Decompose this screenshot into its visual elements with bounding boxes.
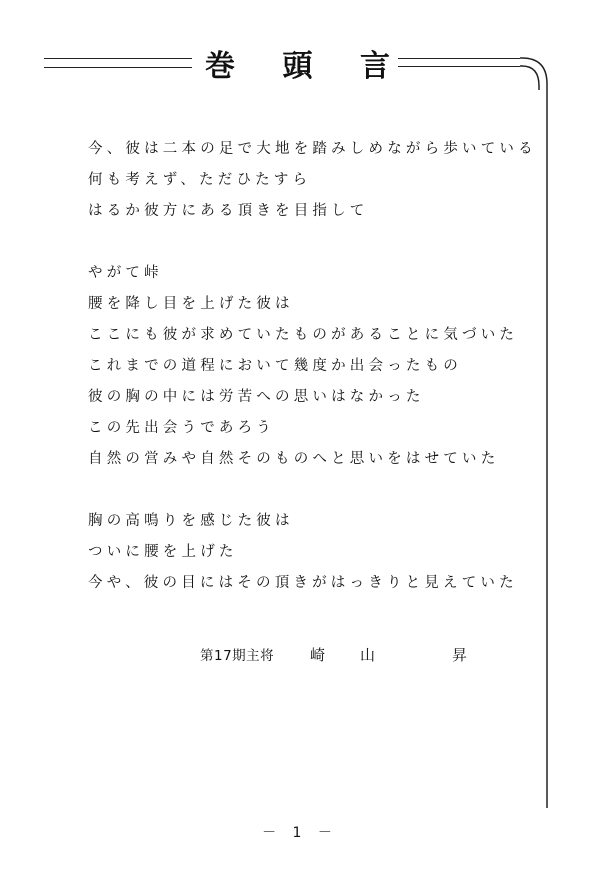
author-name-part: 崎 (310, 646, 326, 664)
poem-line: 自然の営みや自然そのものへと思いをはせていた (88, 451, 500, 467)
poem-line: 何も考えず、ただひたすら (88, 172, 312, 188)
poem-line: 彼の胸の中には労苦への思いはなかった (88, 389, 425, 405)
stanza-break (88, 227, 528, 258)
poem-line: 今、彼は二本の足で大地を踏みしめながら歩いている (88, 141, 537, 157)
poem-line: はるか彼方にある頂きを目指して (88, 203, 369, 219)
title-char-2: 頭 (282, 49, 313, 84)
author-name-part: 昇 (452, 646, 468, 664)
poem-line: 今や、彼の目にはその頂きがはっきりと見えていた (88, 575, 518, 591)
page-title (200, 40, 395, 86)
stanza-break (88, 475, 528, 506)
page-number: － 1 － (262, 825, 338, 841)
poem-line: 胸の高鳴りを感じた彼は (88, 513, 294, 529)
poem-body (88, 134, 537, 599)
title-rule-left (44, 58, 192, 68)
author-role: 第17期主将 (200, 648, 275, 664)
poem-line: これまでの道程において幾度か出会ったもの (88, 358, 462, 374)
poem-line: ついに腰を上げた (88, 544, 238, 560)
title-char-3: 言 (360, 49, 390, 84)
poem-line: この先出会うであろう (88, 420, 275, 436)
author-name-part: 山 (360, 646, 376, 664)
poem-line: 腰を降し目を上げた彼は (88, 296, 294, 312)
title-char-1: 巻 (205, 49, 235, 84)
poem-line: ここにも彼が求めていたものがあることに気づいた (88, 327, 519, 343)
signature (200, 644, 500, 668)
poem-line: やがて峠 (88, 265, 163, 281)
